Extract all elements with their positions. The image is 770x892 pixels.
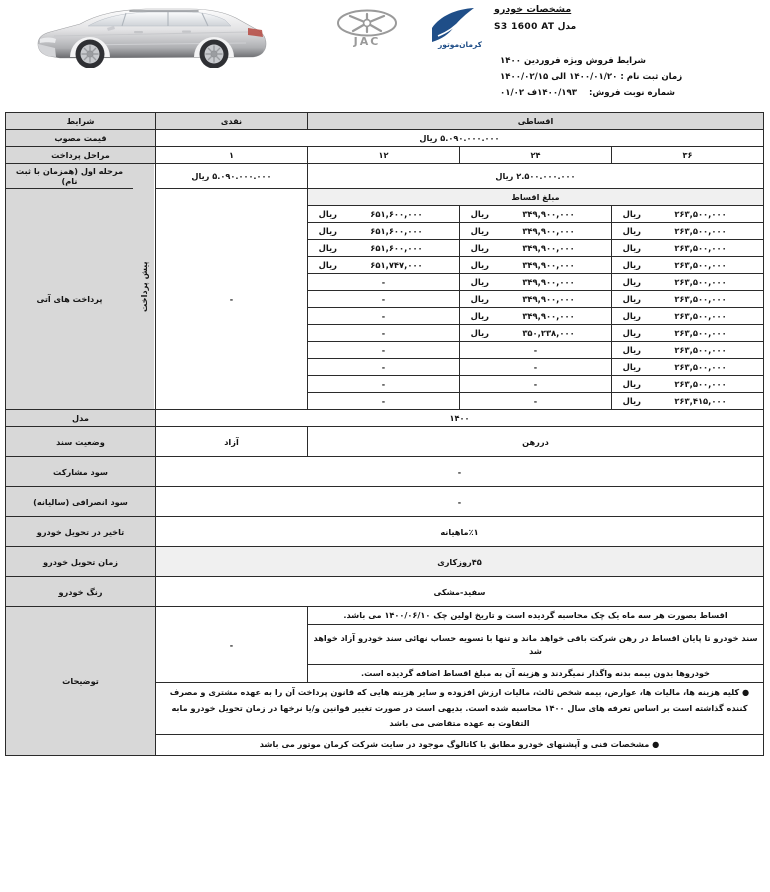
stage-cash: ۱ [155,147,307,164]
amount-36: ۲۶۳,۵۰۰,۰۰۰ [674,379,727,389]
sale-round-value: ۱۴۰۰/۱۹۳ف ۰۱/۰۲ [500,87,577,98]
row-delivery-time [5,547,763,577]
row-prepayment [5,164,763,189]
amount-24: ۳۴۹,۹۰۰,۰۰۰ [522,209,575,219]
col-header-terms: شرایط [5,113,155,130]
future-payments-label: پرداخت های آتی [5,189,133,410]
installment-cell-24 [460,206,612,223]
rial-unit: ریال [318,226,337,236]
header-text-block [494,2,764,102]
amount-24: ۳۴۹,۹۰۰,۰۰۰ [522,243,575,253]
installment-cell-24 [460,308,612,325]
car-photo [22,2,274,68]
installment-cell-24 [460,274,612,291]
row-payment-stages [5,147,763,164]
doc-status-installment: دررهن [307,427,763,457]
installment-cell-12: - [307,393,459,410]
rial-unit: ریال [622,311,641,321]
installment-cell-12 [307,257,459,274]
delivery-time-value: ۴۵روزکاری [155,547,763,577]
installment-cell-36 [612,223,764,240]
prepay-installment-value: ۲.۵۰۰.۰۰۰.۰۰۰ ریال [307,164,763,189]
rial-unit: ریال [318,209,337,219]
installment-cell-36 [612,308,764,325]
page-title: مشخصات خودرو [494,4,572,15]
installment-cell-36 [612,393,764,410]
doc-status-label: وضعیت سند [5,427,155,457]
partnership-profit-label: سود مشارکت [5,457,155,487]
row-car-color [5,577,763,607]
note-text-3: خودروها بدون بیمه بدنه واگذار نمیگردند و هزینه آن به مبلغ اقساط اضافه گردیده است. [307,665,763,683]
amount-36: ۲۶۳,۵۰۰,۰۰۰ [674,243,727,253]
row-model-year [5,410,763,427]
stage-24: ۲۴ [460,147,612,164]
prepayment-label: پیش پرداخت [133,164,155,410]
rial-unit: ریال [318,243,337,253]
row-delivery-delay [5,517,763,547]
row-partnership-profit [5,457,763,487]
kerman-motor-logo [422,6,498,50]
bullet-text-2: ● مشخصات فنی و آپشنهای خودرو مطابق با کاتالوگ موجود در سایت شرکت کرمان موتور می باشد [155,734,763,755]
installment-cell-12: - [307,376,459,393]
installment-cell-36 [612,359,764,376]
amount-36: ۲۶۳,۵۰۰,۰۰۰ [674,209,727,219]
bullet-text-1: ● کلیه هزینه ها، مالیات ها، عوارض، بیمه شخص ثالث، مالیات ارزش افزوده و سایر هزینه هایی که قانون پرداخت آن را به عهده مشتری و مصرف کننده گذاشته است بر اساس تعرفه های سال ۱۴۰۰ محاسبه شده است. بدیهی است در صورت تغییر قوانین و/یا نرخها در زمان تحویل خودرو مابه التفاوت به عهده متقاضی می باشد [155,683,763,735]
model-label: مدل [557,22,577,32]
installment-cell-36 [612,257,764,274]
amount-12: ۶۵۱,۷۴۷,۰۰۰ [370,260,423,270]
withdrawal-profit-label: سود انصرافی (سالیانه) [5,487,155,517]
row-note-1 [5,607,763,625]
rial-unit: ریال [622,328,641,338]
col-header-installment: اقساطی [307,113,763,130]
rial-unit: ریال [622,396,641,406]
installment-cell-12: - [307,359,459,376]
note-text-1: اقساط بصورت هر سه ماه یک چک محاسبه گردیده است و تاریخ اولین چک ۱۴۰۰/۰۶/۱۰ می باشد. [307,607,763,625]
amount-36: ۲۶۳,۵۰۰,۰۰۰ [674,345,727,355]
rial-unit: ریال [470,243,489,253]
note-text-2: سند خودرو تا پایان اقساط در رهن شرکت باقی خواهد ماند و تنها با تسویه حساب نهائی سند خودرو آزاد خواهد شد [307,625,763,665]
amount-36: ۲۶۳,۵۰۰,۰۰۰ [674,260,727,270]
delivery-time-label: زمان تحویل خودرو [5,547,155,577]
installment-cell-24 [460,240,612,257]
rial-unit: ریال [470,209,489,219]
car-color-value: سفید-مشکی [155,577,763,607]
brand-logos [318,2,498,54]
rial-unit: ریال [622,345,641,355]
installment-cell-36 [612,325,764,342]
rial-unit: ریال [622,362,641,372]
payment-stages-label: مراحل پرداخت [5,147,155,164]
stage-36: ۳۶ [612,147,764,164]
car-color-label: رنگ خودرو [5,577,155,607]
rial-unit: ریال [470,277,489,287]
rial-unit: ریال [318,260,337,270]
rial-unit: ریال [470,226,489,236]
prepay-cash-value: ۵.۰۹۰.۰۰۰.۰۰۰ ریال [155,164,307,189]
installment-cell-24 [460,325,612,342]
model-value: S3 1600 AT [494,22,555,32]
delivery-delay-label: تاخیر در تحویل خودرو [5,517,155,547]
amount-24: ۳۵۰,۲۳۸,۰۰۰ [522,328,575,338]
installment-cell-12 [307,240,459,257]
row-withdrawal-profit [5,487,763,517]
sale-terms-header [494,54,764,102]
installment-cell-36 [612,206,764,223]
table-header-row [5,113,763,130]
svg-text:کرمان‌موتور: کرمان‌موتور [437,40,483,49]
partnership-profit-value: - [155,457,763,487]
delivery-delay-value: ٪۱ماهیانه [155,517,763,547]
sale-round-label: شماره نوبت فروش: [588,87,675,98]
amount-24: ۳۴۹,۹۰۰,۰۰۰ [522,294,575,304]
approved-price-value: ۵.۰۹۰.۰۰۰.۰۰۰ ریال [155,130,763,147]
rial-unit: ریال [622,226,641,236]
installment-cell-36 [612,240,764,257]
installment-cell-36 [612,274,764,291]
rial-unit: ریال [622,379,641,389]
rial-unit: ریال [470,311,489,321]
amount-12: ۶۵۱,۶۰۰,۰۰۰ [370,209,423,219]
rial-unit: ریال [622,243,641,253]
installment-cell-12: - [307,325,459,342]
amount-36: ۲۶۳,۵۰۰,۰۰۰ [674,294,727,304]
amount-24: ۳۴۹,۹۰۰,۰۰۰ [522,311,575,321]
installment-cell-24: - [460,376,612,393]
amount-36: ۲۶۳,۴۱۵,۰۰۰ [674,396,727,406]
model-line [494,22,754,32]
rial-unit: ریال [470,294,489,304]
sales-terms-table [5,112,764,756]
svg-text:JAC: JAC [353,35,381,48]
installment-cell-24: - [460,342,612,359]
model-year-label: مدل [5,410,155,427]
rial-unit: ریال [622,260,641,270]
installment-cell-12: - [307,342,459,359]
amount-36: ۲۶۳,۵۰۰,۰۰۰ [674,226,727,236]
rial-unit: ریال [622,294,641,304]
installment-cell-24: - [460,359,612,376]
installment-cell-12: - [307,274,459,291]
installment-cell-12 [307,206,459,223]
jac-logo [326,8,408,48]
amount-12: ۶۵۱,۶۰۰,۰۰۰ [370,226,423,236]
rial-unit: ریال [470,328,489,338]
installment-cell-36 [612,376,764,393]
row-installment-header [5,189,763,206]
col-header-cash: نقدی [155,113,307,130]
installment-cell-12 [307,223,459,240]
registration-time: زمان ثبت نام : ۱۴۰۰/۰۱/۲۰ الی ۱۴۰۰/۰۲/۱۵ [500,71,683,82]
row-doc-status [5,427,763,457]
document-header [0,0,770,112]
description-label: توضیحات [5,607,155,756]
rial-unit: ریال [470,260,489,270]
installment-cell-36 [612,342,764,359]
prepayment-sublabel: مرحله اول (همزمان با ثبت نام) [5,164,133,189]
installment-amount-header: مبلغ اقساط [307,189,763,206]
amount-36: ۲۶۳,۵۰۰,۰۰۰ [674,362,727,372]
amount-24: ۳۴۹,۹۰۰,۰۰۰ [522,260,575,270]
withdrawal-profit-value: - [155,487,763,517]
terms-title: شرایط فروش ویژه فروردین ۱۴۰۰ [500,56,646,66]
installment-cell-36 [612,291,764,308]
installment-cell-12: - [307,308,459,325]
stage-12: ۱۲ [307,147,459,164]
installment-cell-24 [460,223,612,240]
amount-24: ۳۴۹,۹۰۰,۰۰۰ [522,277,575,287]
installment-cell-24 [460,291,612,308]
amount-12: ۶۵۱,۶۰۰,۰۰۰ [370,243,423,253]
approved-price-label: قیمت مصوب [5,130,155,147]
sale-round [500,86,764,102]
notes-cash-value: - [155,607,307,683]
amount-36: ۲۶۳,۵۰۰,۰۰۰ [674,277,727,287]
installment-cell-24 [460,257,612,274]
cash-empty-merged: - [155,189,307,410]
rial-unit: ریال [622,277,641,287]
doc-status-cash: آزاد [155,427,307,457]
amount-36: ۲۶۳,۵۰۰,۰۰۰ [674,328,727,338]
amount-24: ۳۴۹,۹۰۰,۰۰۰ [522,226,575,236]
amount-36: ۲۶۳,۵۰۰,۰۰۰ [674,311,727,321]
rial-unit: ریال [622,209,641,219]
installment-cell-24: - [460,393,612,410]
row-approved-price [5,130,763,147]
model-year-value: ۱۴۰۰ [155,410,763,427]
installment-cell-12: - [307,291,459,308]
